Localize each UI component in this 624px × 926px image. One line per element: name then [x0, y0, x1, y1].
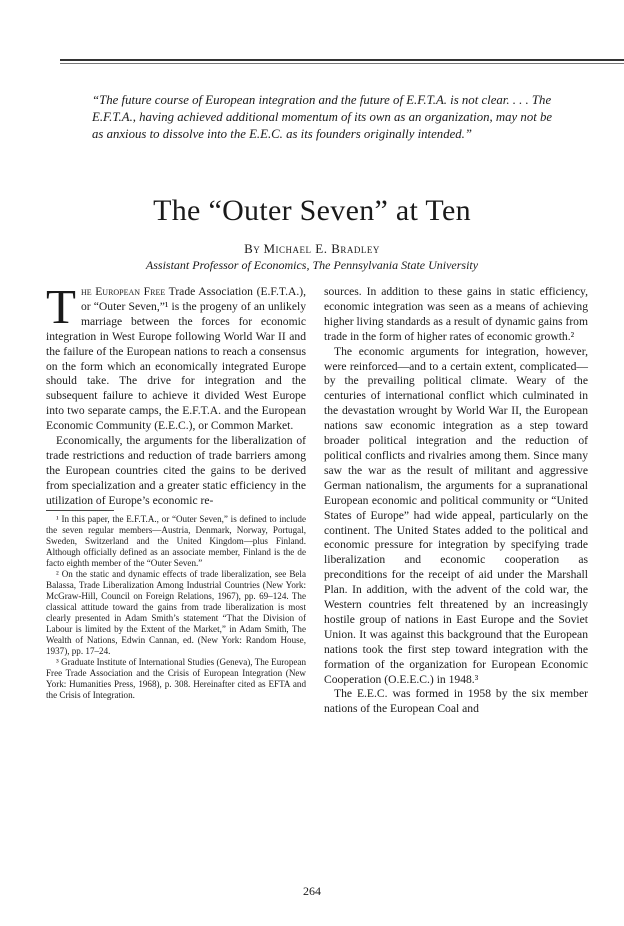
footnote-rule: [46, 510, 114, 511]
page-number: 264: [303, 884, 321, 898]
top-rule-thin: [60, 63, 624, 64]
footnote-2: ² On the static and dynamic effects of trade liberalization, see Bela Balassa, Trade Liberalization Among Industrial Countries (New York: McGraw-Hill, Council on Foreign Relations, 1967), pp. 69–124. The classical attitude toward the gains from trade liberalization is most clearly presented in Adam Smith’s statement “That the Division of Labour is limited by the Extent of the Market,” in Adam Smith, The Wealth of Nations, Edwin Cannan, ed. (New York: Random House, 1937), pp. 17–24.: [46, 568, 306, 656]
byline-prefix: By: [244, 241, 261, 256]
byline: [0, 241, 624, 257]
paragraph-text: Trade Association (E.F.T.A.), or “Outer Seven,”¹ is the progeny of an unlikely marriage between the forces for economic integration in West Europe following World War II and the failure of the European nations to reach a consensus on the form which an economically integrated Europe should take. The drive for integration and the subsequent failure to achieve it divided West Europe into two separate camps, the E.F.T.A. and the European Economic Community (E.E.C.), or Common Market.: [46, 285, 306, 433]
article-title: The “Outer Seven” at Ten: [153, 194, 471, 227]
paragraph: [46, 279, 306, 434]
author-name: Michael E. Bradley: [263, 241, 380, 256]
lead-small-caps: he European Free: [80, 285, 166, 298]
author-affiliation: Assistant Professor of Economics, The Pennsylvania State University: [145, 258, 479, 272]
footnote-3: ³ Graduate Institute of International Studies (Geneva), The European Free Trade Association and the Crisis of European Integration (New York: Humanities Press, 1968), p. 308. Hereinafter cited as EFTA and the Crisis of Integration.: [46, 656, 306, 700]
paragraph: Economically, the arguments for the liberalization of trade restrictions and reduction of trade barriers among the European countries cited the gains to be derived from specialization and a greater static efficiency in the utilization of Europe’s economic re-: [46, 434, 306, 507]
left-column: [46, 279, 306, 701]
paragraph: The economic arguments for integration, however, were reinforced—and to a certain extent, complicated—by the prevailing political climate. Weary of the centuries of international conflict which culminated in the devastation wrought by World War II, the European nations saw economic integration as a step toward broader political integration and the reduction of political conflicts and rivalries among them. Since many saw the war as the result of militant and aggressive German nationalism, the arguments for a supranational European economic and political community or “United States of Europe” had wide appeal, particularly on the continent. The United States added to the political and economic pressure for integration by specifying trade liberalization and economic cooperation as preconditions for the receipt of aid under the Marshall Plan. In addition, with the advent of the cold war, the Western countries felt threatened by an increasingly hostile group of nations in East Europe and the Soviet Union. It was against this background that the European nations took the first step toward integration with the formation of the organization for European Economic Cooperation (O.E.E.C.) in 1948.³: [324, 344, 588, 686]
epigraph: “The future course of European integration and the future of E.F.T.A. is not clear. . . . The E.F.T.A., having achieved additional momentum of its own as an organization, may not be as anxious to dissolve into the E.E.C. as its founders originally intended.”: [92, 93, 553, 141]
drop-cap: T: [46, 279, 76, 334]
footnote-1: ¹ In this paper, the E.F.T.A., or “Outer Seven,” is defined to include the seven regular members—Austria, Denmark, Norway, Portugal, Sweden, Switzerland and the United Kingdom—plus Finland. Although officially defined as an associate member, Finland is the de facto eighth member of the “Outer Seven.”: [46, 513, 306, 568]
top-rule: [60, 59, 624, 61]
paragraph: sources. In addition to these gains in static efficiency, economic integration was seen as a means of achieving higher living standards as a result of dynamic gains from trade in the form of higher rates of economic growth.²: [324, 285, 588, 343]
right-column: [324, 285, 588, 717]
paragraph: The E.E.C. was formed in 1958 by the six member nations of the European Coal and: [324, 687, 588, 716]
